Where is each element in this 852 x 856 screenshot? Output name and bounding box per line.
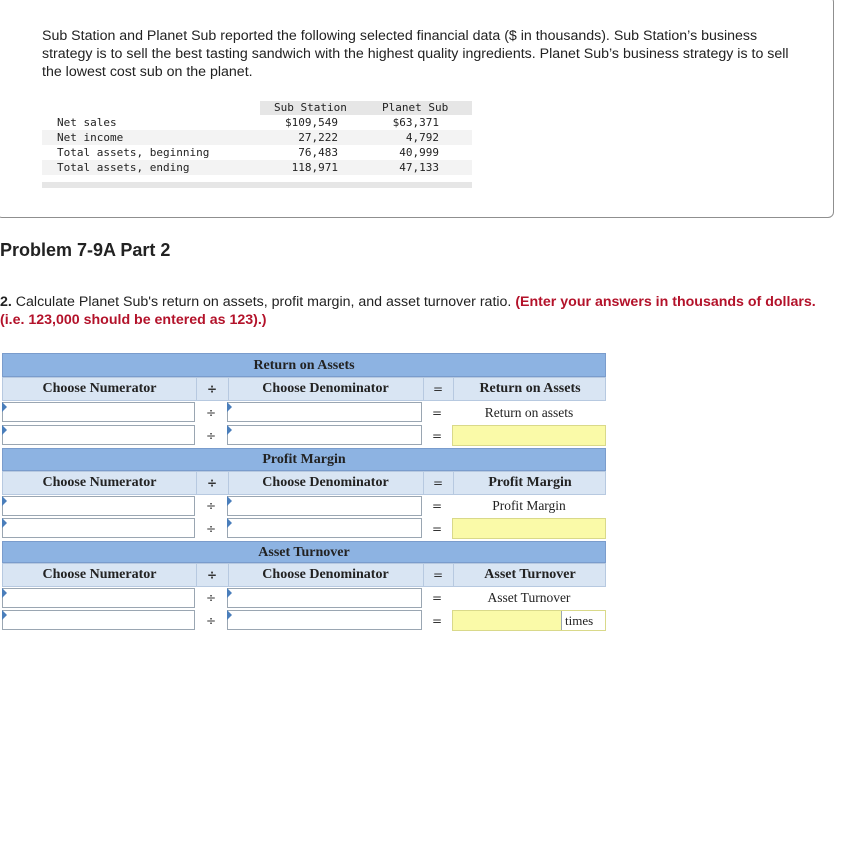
numerator-header: Choose Numerator bbox=[42, 475, 157, 490]
numerator-input[interactable] bbox=[2, 425, 195, 445]
cell-planet-sub-assets-beginning: 40,999 bbox=[399, 146, 439, 159]
numerator-input[interactable] bbox=[2, 518, 195, 538]
input-row-1 bbox=[2, 495, 606, 517]
result-label: Asset Turnover bbox=[487, 590, 571, 605]
cell-planet-sub-assets-ending: 47,133 bbox=[399, 161, 439, 174]
denominator-dropdown[interactable] bbox=[227, 496, 422, 516]
denominator-header: Choose Denominator bbox=[262, 381, 389, 396]
section-header-return-on-assets bbox=[2, 353, 606, 377]
numerator-dropdown[interactable] bbox=[2, 496, 195, 516]
numerator-header: Choose Numerator bbox=[42, 567, 157, 582]
return-on-assets-answer[interactable] bbox=[452, 425, 606, 446]
intro-text: Sub Station and Planet Sub reported the following selected financial data ($ in thousands). Sub Station’s business strategy is to sell the best tasting sandwich with the highest quality ingredients. Planet Sub’s business strategy is to sell the lowest cost sub on the planet. bbox=[42, 28, 789, 80]
label-row-return-on-assets bbox=[2, 377, 606, 401]
cell-sub-station-assets-beginning: 76,483 bbox=[298, 146, 338, 159]
input-row-2 bbox=[2, 517, 606, 541]
column-header-sub-station: Sub Station bbox=[274, 101, 347, 114]
denominator-header: Choose Denominator bbox=[262, 475, 389, 490]
result-label: Profit Margin bbox=[492, 498, 566, 513]
denominator-input[interactable] bbox=[227, 425, 422, 445]
input-row-1 bbox=[2, 401, 606, 424]
cell-sub-station-net-income: 27,222 bbox=[298, 131, 338, 144]
result-header: Asset Turnover bbox=[484, 567, 576, 582]
numerator-header: Choose Numerator bbox=[42, 381, 157, 396]
divide-sign: ÷ bbox=[206, 476, 218, 490]
input-row-2 bbox=[2, 609, 606, 633]
cell-planet-sub-net-sales: $63,371 bbox=[392, 116, 439, 129]
equals-sign: = bbox=[431, 499, 443, 513]
equals-sign: = bbox=[432, 568, 444, 582]
profit-margin-answer[interactable] bbox=[452, 518, 606, 539]
divide-sign: ÷ bbox=[206, 382, 218, 396]
denominator-dropdown[interactable] bbox=[227, 588, 422, 608]
result-header: Profit Margin bbox=[488, 475, 572, 490]
result-label: Return on assets bbox=[484, 404, 574, 420]
asset-turnover-answer[interactable] bbox=[452, 610, 606, 631]
section-header-profit-margin bbox=[2, 448, 606, 471]
question-number: 2. bbox=[0, 294, 12, 310]
divide-sign: ÷ bbox=[205, 429, 217, 443]
cell-sub-station-assets-ending: 118,971 bbox=[291, 161, 338, 174]
section-title: Return on Assets bbox=[253, 358, 355, 373]
unit-label: times bbox=[561, 611, 605, 630]
equals-sign: = bbox=[432, 476, 444, 490]
numerator-dropdown[interactable] bbox=[2, 402, 195, 422]
question-note: (Enter your answers in thousands of dollars. (i.e. 123,000 should be entered as 123).) bbox=[0, 294, 816, 328]
equals-sign: = bbox=[431, 405, 443, 420]
result-header: Return on Assets bbox=[479, 381, 581, 396]
row-label-net-sales: Net sales bbox=[57, 116, 117, 129]
row-label-total-assets-beginning: Total assets, beginning bbox=[57, 146, 210, 159]
section-title: Profit Margin bbox=[262, 452, 346, 467]
question-body: Calculate Planet Sub's return on assets, profit margin, and asset turnover ratio. bbox=[11, 294, 516, 310]
denominator-input[interactable] bbox=[227, 610, 422, 630]
numerator-dropdown[interactable] bbox=[2, 588, 195, 608]
divide-sign: ÷ bbox=[205, 522, 217, 536]
cell-planet-sub-net-income: 4,792 bbox=[405, 131, 439, 144]
part-title: Problem 7-9A Part 2 bbox=[0, 240, 171, 260]
cell-sub-station-net-sales: $109,549 bbox=[285, 116, 338, 129]
equals-sign: = bbox=[431, 591, 443, 605]
section-header-asset-turnover bbox=[2, 541, 606, 563]
divide-sign: ÷ bbox=[205, 614, 217, 628]
equals-sign: = bbox=[431, 429, 443, 443]
numerator-input[interactable] bbox=[2, 610, 195, 630]
divide-sign: ÷ bbox=[205, 499, 217, 513]
equals-sign: = bbox=[431, 522, 443, 536]
row-label-total-assets-ending: Total assets, ending bbox=[57, 161, 190, 174]
label-row-profit-margin bbox=[2, 471, 606, 495]
denominator-dropdown[interactable] bbox=[227, 402, 422, 422]
divide-sign: ÷ bbox=[205, 405, 217, 420]
column-header-planet-sub: Planet Sub bbox=[382, 101, 449, 114]
equals-sign: = bbox=[431, 614, 443, 628]
row-label-net-income: Net income bbox=[57, 131, 124, 144]
input-row-2 bbox=[2, 424, 606, 448]
label-row-asset-turnover bbox=[2, 563, 606, 587]
input-row-1 bbox=[2, 587, 606, 609]
divide-sign: ÷ bbox=[205, 591, 217, 605]
section-title: Asset Turnover bbox=[258, 545, 350, 560]
denominator-input[interactable] bbox=[227, 518, 422, 538]
equals-sign: = bbox=[432, 382, 444, 396]
denominator-header: Choose Denominator bbox=[262, 567, 389, 582]
question-text bbox=[0, 293, 840, 329]
table-footer-band bbox=[42, 182, 472, 188]
divide-sign: ÷ bbox=[206, 568, 218, 582]
